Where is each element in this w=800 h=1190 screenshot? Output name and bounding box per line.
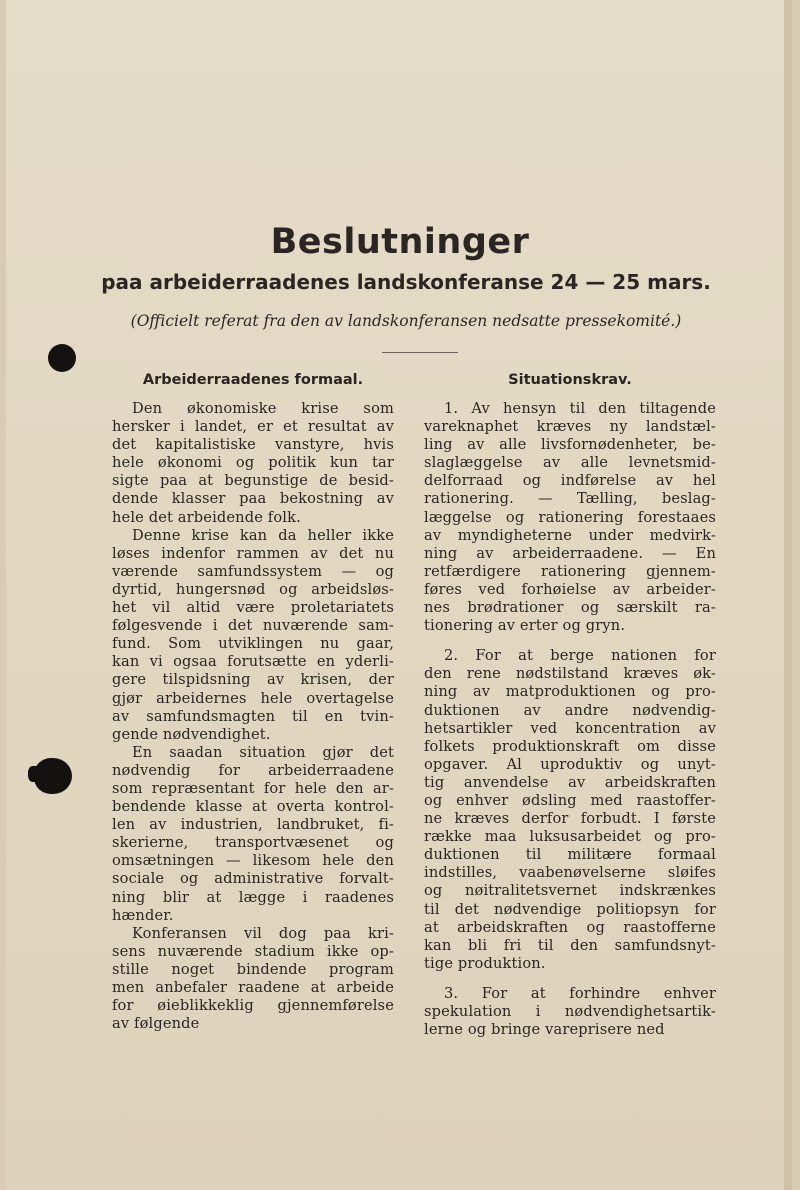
text-line: slaglæggelse av alle levnetsmid- (424, 454, 716, 472)
text-line: nes brødrationer og særskilt ra- (424, 599, 716, 617)
text-line: til det nødvendige politiopsyn for (424, 900, 716, 918)
document-subtitle: paa arbeiderraadenes landskonferanse 24 — 25 mars. (101, 270, 711, 294)
text-line: for øieblikkeklig gjennemførelse (112, 997, 394, 1015)
text-line: men anbefaler raadene at arbeide (112, 979, 394, 996)
text-line: ne kræves derfor forbudt. I første (424, 810, 716, 828)
text-line: retfærdigere rationering gjennem- (424, 562, 716, 580)
punch-hole-top (48, 344, 76, 372)
text-line: sens nuværende stadium ikke op- (112, 942, 394, 960)
text-line: av samfundsmagten til en tvin- (112, 707, 394, 725)
text-line: følgesvende i det nuværende sam- (112, 617, 394, 635)
text-line: løses indenfor rammen av det nu (112, 544, 394, 562)
text-line: dyrtid, hungersnød og arbeidsløs- (112, 580, 394, 598)
text-line: opgaver. Al uproduktiv og unyt- (424, 755, 716, 773)
right-column (424, 370, 716, 1039)
text-line: kan vi ogsaa forutsætte en yderli- (112, 653, 394, 671)
document-title: Beslutninger (270, 222, 530, 262)
text-line: rationering. — Tælling, beslag- (424, 490, 716, 508)
text-line: av myndigheterne under medvirk- (424, 526, 716, 544)
paragraph-gap (424, 973, 716, 985)
text-line: sigte paa at begunstige de besid- (112, 472, 394, 490)
divider-rule (382, 352, 458, 353)
text-line: 1. Av hensyn til den tiltagende (444, 400, 716, 417)
text-line: indstilles, vaabenøvelserne sløifes (424, 864, 716, 882)
punch-hole-middle (34, 758, 72, 794)
text-line: tige produktion. (424, 954, 546, 972)
text-line: hele økonomi og politik kun tar (112, 454, 394, 472)
text-line: og enhver ødsling med raastoffer- (424, 791, 716, 809)
text-line: at arbeidskraften og raastofferne (424, 918, 716, 936)
text-line: delforraad og indførelse av hel (424, 472, 716, 490)
text-line: gjør arbeidernes hele overtagelse (112, 689, 394, 707)
text-line: dende klasser paa bekostning av (112, 490, 394, 508)
paragraph-gap (424, 635, 716, 647)
text-line: Konferansen vil dog paa kri- (132, 924, 394, 942)
left-column (112, 370, 394, 1033)
text-line: det kapitalistiske vanstyre, hvis (112, 436, 394, 454)
text-line: som repræsentant for hele den ar- (112, 779, 394, 797)
right-column-body (424, 400, 716, 1039)
text-line: duktionen av andre nødvendig- (424, 701, 716, 719)
text-line: ning blir at lægge i raadenes (112, 888, 394, 906)
text-line: stille noget bindende program (112, 960, 394, 978)
text-line: het vil altid være proletariatets (112, 599, 394, 617)
text-line: værende samfundssystem — og (112, 562, 394, 580)
text-line: Den økonomiske krise som (132, 400, 394, 417)
text-line: fund. Som utviklingen nu gaar, (112, 635, 394, 653)
left-column-body (112, 400, 394, 1033)
text-line: hele det arbeidende folk. (112, 508, 301, 526)
text-line: hetsartikler ved koncentration av (424, 719, 716, 737)
text-line: den rene nødstilstand kræves øk- (424, 665, 716, 683)
document-byline: (Officielt referat fra den av landskonferansen nedsatte pressekomité.) (130, 312, 682, 330)
text-line: hænder. (112, 906, 174, 924)
text-line: spekulation i nødvendighetsartik- (424, 1003, 716, 1020)
text-line: gere tilspidsning av krisen, der (112, 671, 394, 689)
text-line: hersker i landet, er et resultat av (112, 418, 394, 436)
text-line: duktionen til militære formaal (424, 846, 716, 864)
text-line: ling av alle livsfornødenheter, be- (424, 436, 716, 454)
text-line: ning av arbeiderraadene. — En (424, 544, 716, 562)
text-line: En saadan situation gjør det (132, 743, 394, 761)
text-line: 3. For at forhindre enhver (444, 984, 716, 1002)
page-edge (784, 0, 792, 1190)
text-line: folkets produktionskraft om disse (424, 737, 716, 755)
text-line: bendende klasse at overta kontrol- (112, 798, 394, 816)
text-line: skerierne, transportvæsenet og (112, 834, 394, 852)
text-line: føres ved forhøielse av arbeider- (424, 580, 716, 598)
text-line: sociale og administrative forvalt- (112, 870, 394, 888)
right-column-heading: Situationskrav. (508, 372, 632, 388)
text-line: tig anvendelse av arbeidskraften (424, 773, 716, 791)
text-line: 2. For at berge nationen for (444, 647, 716, 665)
text-line: nødvendig for arbeiderraadene (112, 761, 394, 779)
text-line: len av industrien, landbruket, fi- (112, 816, 394, 834)
text-line: Denne krise kan da heller ikke (132, 526, 394, 544)
text-line: tionering av erter og gryn. (424, 617, 626, 635)
text-line: vareknaphet kræves ny landstæl- (424, 418, 716, 436)
text-line: ning av matproduktionen og pro- (424, 683, 716, 701)
text-line: og nøitralitetsvernet indskrænkes (424, 882, 716, 900)
text-line: av følgende (112, 1015, 200, 1033)
text-line: række maa luksusarbeidet og pro- (424, 828, 716, 846)
left-column-heading: Arbeiderraadenes formaal. (142, 372, 364, 388)
text-line: gende nødvendighet. (112, 725, 271, 743)
text-line: omsætningen — likesom hele den (112, 852, 394, 870)
text-line: lerne og bringe vareprisere ned (424, 1021, 665, 1039)
text-line: kan bli fri til den samfundsnyt- (424, 936, 716, 954)
text-line: læggelse og rationering forestaaes (424, 508, 716, 526)
